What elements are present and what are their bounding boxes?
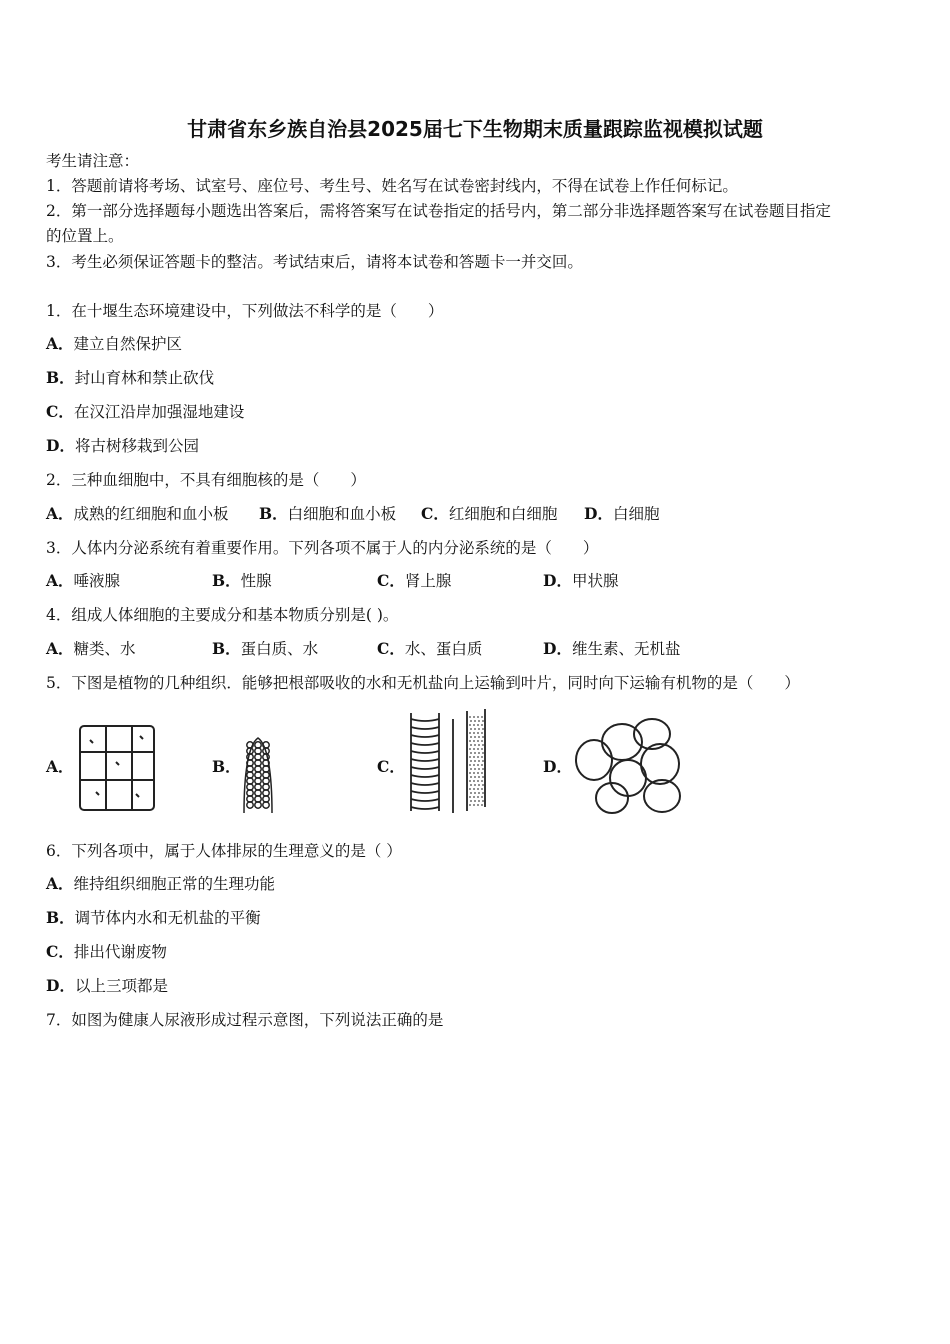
option-label: A． bbox=[46, 571, 74, 590]
option-text: 白细胞和血小板 bbox=[287, 505, 397, 523]
option bbox=[543, 571, 618, 591]
option bbox=[46, 436, 199, 456]
option-label: A． bbox=[46, 757, 74, 776]
option-label: B． bbox=[212, 571, 241, 590]
option-text: 维生素、无机盐 bbox=[571, 640, 681, 658]
option bbox=[543, 639, 680, 659]
option-text: 肾上腺 bbox=[404, 572, 452, 590]
option-text: 性腺 bbox=[240, 572, 272, 590]
option-text: 甲状腺 bbox=[571, 572, 619, 590]
option-label: C． bbox=[46, 942, 74, 961]
option-label: D． bbox=[543, 571, 572, 590]
option bbox=[46, 334, 182, 354]
option-label: A． bbox=[46, 874, 74, 893]
option-label: A． bbox=[46, 504, 74, 523]
option-text: 糖类、水 bbox=[73, 640, 136, 658]
option-text: 建立自然保护区 bbox=[73, 335, 183, 353]
question-stem: 3．人体内分泌系统有着重要作用。下列各项不属于人的内分泌系统的是（ ） bbox=[46, 539, 599, 557]
option-text: 在汉江沿岸加强湿地建设 bbox=[73, 403, 245, 421]
question-stem: 5．下图是植物的几种组织．能够把根部吸收的水和无机盐向上运输到叶片，同时向下运输有机物的是（ ） bbox=[46, 674, 800, 692]
option-label: B． bbox=[259, 504, 288, 523]
notice-item: 的位置上。 bbox=[46, 227, 124, 245]
protective-tissue-figure bbox=[572, 716, 690, 816]
question-stem: 4．组成人体细胞的主要成分和基本物质分别是( )。 bbox=[46, 606, 399, 624]
option-text: 维持组织细胞正常的生理功能 bbox=[73, 875, 276, 893]
option bbox=[46, 976, 168, 996]
option-label: A． bbox=[46, 639, 74, 658]
option bbox=[46, 504, 229, 524]
option bbox=[212, 639, 318, 659]
option-label: B． bbox=[212, 757, 241, 776]
notice-item: 2．第一部分选择题每小题选出答案后，需将答案写在试卷指定的括号内，第二部分非选择题答案写在试卷题目指定 bbox=[46, 202, 831, 220]
option-label: D． bbox=[46, 436, 75, 455]
option-text: 水、蛋白质 bbox=[404, 640, 483, 658]
question-stem: 2．三种血细胞中，不具有细胞核的是（ ） bbox=[46, 471, 366, 489]
notice-item: 1．答题前请将考场、试室号、座位号、考生号、姓名写在试卷密封线内，不得在试卷上作任何标记。 bbox=[46, 177, 738, 195]
option-label: B． bbox=[46, 368, 75, 387]
option-text: 将古树移栽到公园 bbox=[74, 437, 199, 455]
question-stem: 7．如图为健康人尿液形成过程示意图，下列说法正确的是 bbox=[46, 1011, 444, 1029]
option-text: 成熟的红细胞和血小板 bbox=[73, 505, 229, 523]
option-label: B． bbox=[212, 639, 241, 658]
option-label: C． bbox=[377, 757, 405, 776]
option-text: 封山育林和禁止砍伐 bbox=[74, 369, 215, 387]
option-label: D． bbox=[543, 757, 572, 776]
meristem-tissue-figure bbox=[238, 735, 278, 815]
option-label: D． bbox=[46, 976, 75, 995]
option-text: 唾液腺 bbox=[73, 572, 121, 590]
notice-heading: 考生请注意： bbox=[46, 152, 140, 170]
question-stem: 1．在十堰生态环境建设中，下列做法不科学的是（ ） bbox=[46, 302, 444, 320]
option-label: C． bbox=[377, 639, 405, 658]
option bbox=[377, 639, 482, 659]
option bbox=[259, 504, 396, 524]
option-text: 白细胞 bbox=[612, 505, 660, 523]
option-label: C． bbox=[421, 504, 449, 523]
option-label: D． bbox=[584, 504, 613, 523]
option-label: B． bbox=[46, 908, 75, 927]
option-text: 蛋白质、水 bbox=[240, 640, 319, 658]
option-text: 排出代谢废物 bbox=[73, 943, 167, 961]
option bbox=[421, 504, 557, 524]
option bbox=[46, 908, 261, 928]
option-label: D． bbox=[543, 639, 572, 658]
option-text: 红细胞和白细胞 bbox=[448, 505, 558, 523]
option-text: 以上三项都是 bbox=[74, 977, 168, 995]
option bbox=[212, 571, 272, 591]
parenchyma-tissue-figure bbox=[76, 722, 158, 814]
conducting-tissue-figure bbox=[405, 709, 490, 815]
option bbox=[584, 504, 659, 524]
option bbox=[46, 874, 275, 894]
question-stem: 6．下列各项中，属于人体排尿的生理意义的是（ ） bbox=[46, 842, 402, 860]
option-label: A． bbox=[46, 334, 74, 353]
page-title: 甘肃省东乡族自治县2025届七下生物期末质量跟踪监视模拟试题 bbox=[187, 117, 763, 141]
option bbox=[46, 942, 167, 962]
option bbox=[46, 402, 244, 422]
option bbox=[377, 571, 451, 591]
option-label: C． bbox=[377, 571, 405, 590]
option bbox=[46, 571, 120, 591]
option-label: C． bbox=[46, 402, 74, 421]
option bbox=[46, 639, 136, 659]
option bbox=[46, 368, 214, 388]
notice-item: 3．考生必须保证答题卡的整洁。考试结束后，请将本试卷和答题卡一并交回。 bbox=[46, 253, 583, 271]
option-text: 调节体内水和无机盐的平衡 bbox=[74, 909, 261, 927]
